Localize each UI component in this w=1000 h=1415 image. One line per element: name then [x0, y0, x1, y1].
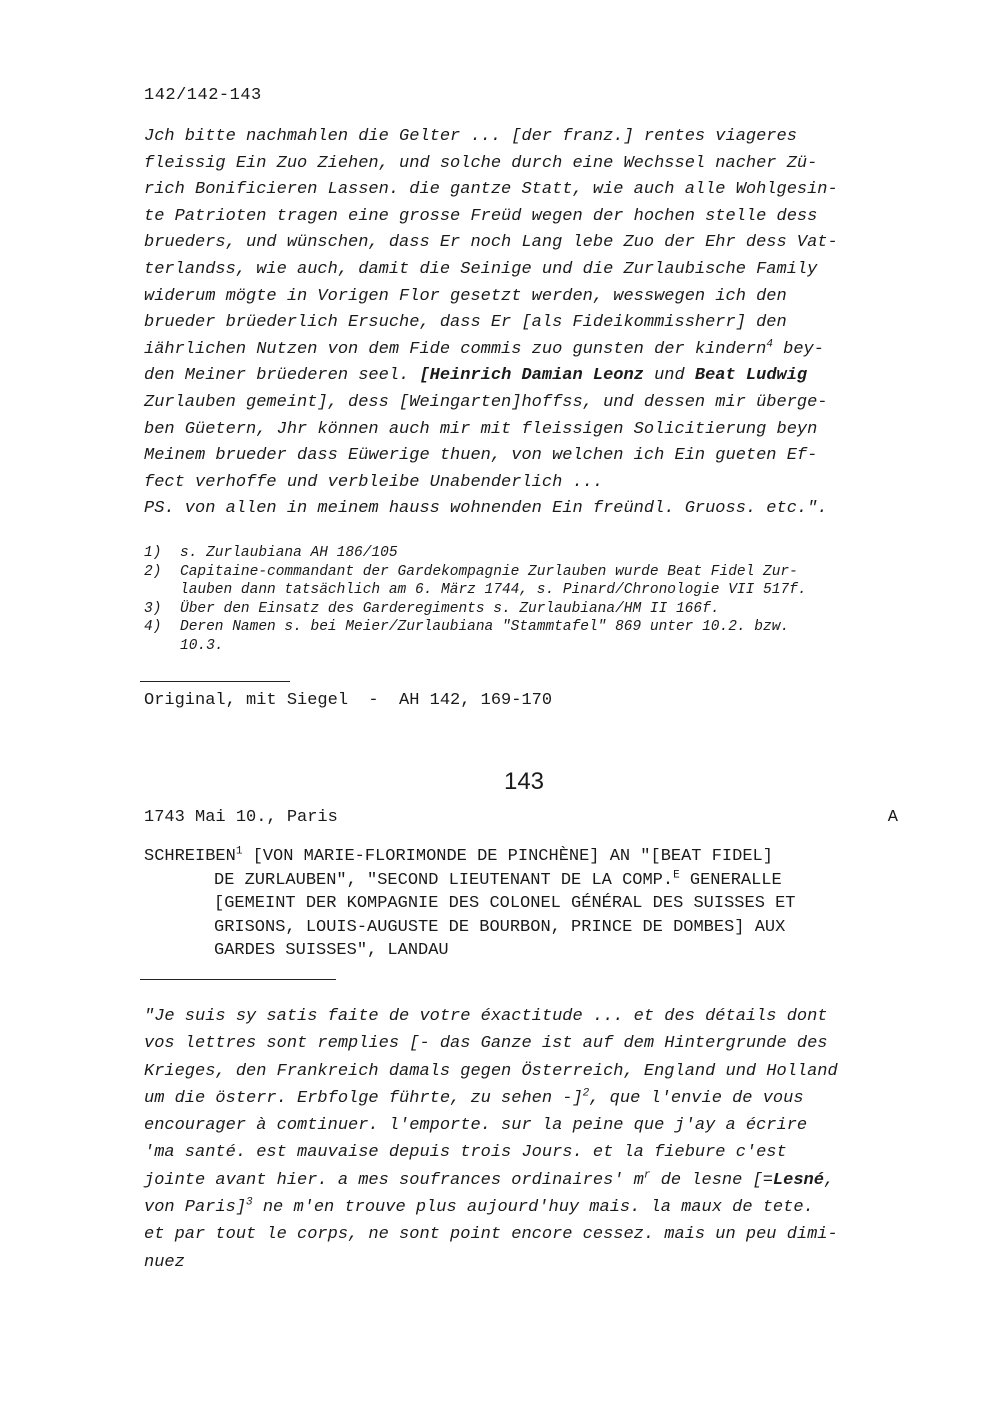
date-place: 1743 Mai 10., Paris — [144, 808, 338, 827]
text-line: PS. von allen in meinem hauss wohnenden Ein freündl. Gruoss. etc.". — [144, 499, 828, 519]
title-line: GRISONS, LOUIS-AUGUSTE DE BOURBON, PRINCE DE DOMBES] AUX — [214, 917, 786, 937]
person-name: [Heinrich Damian Leonz — [419, 366, 644, 386]
text-segment: jointe avant hier. a mes soufrances ordinaires' m — [144, 1170, 644, 1190]
text-line: vos lettres sont remplies [- das Ganze ist auf dem Hintergrunde des — [144, 1034, 828, 1054]
footnote-number: 4) — [144, 619, 162, 636]
text-line: rich Bonificieren Lassen. die gantze Statt, wie auch alle Wohlgesin- — [144, 180, 838, 200]
text-line — [144, 1194, 914, 1221]
category-label: A — [887, 808, 898, 827]
text-segment: [VON MARIE-FLORIMONDE DE PINCHÈNE] AN "[BEAT FIDEL] — [242, 847, 773, 866]
text-segment: iährlichen Nutzen von dem Fide commis zuo gunsten der kindern — [144, 339, 767, 359]
footnote — [144, 618, 914, 637]
footnote-text: Deren Namen s. bei Meier/Zurlaubiana "Stammtafel" 869 unter 10.2. bzw. — [180, 619, 790, 636]
footnote-number: 1) — [144, 545, 162, 561]
footnote — [144, 600, 914, 619]
text-line — [144, 1085, 914, 1112]
document-title — [144, 845, 914, 963]
document-number: 143 — [503, 768, 545, 795]
text-line: brueders, und wünschen, dass Er noch Lang lebe Zuo der Ehr dess Vat- — [144, 233, 838, 253]
text-line: encourager à comtinuer. l'emporte. sur la peine que j'ay a écrire — [144, 1116, 808, 1136]
title-line: GARDES SUISSES", LANDAU — [214, 941, 449, 960]
footnote-ref: 1 — [235, 845, 243, 858]
text-line: "Je suis sy satis faite de votre éxactitude ... et des détails dont — [144, 1007, 828, 1026]
text-line: terlandss, wie auch, damit die Seinige und die Zurlaubische Family — [144, 259, 818, 279]
footnote-ref: 2 — [582, 1087, 590, 1100]
text-line: et par tout le corps, ne sont point encore cessez. mais un peu dimi- — [144, 1225, 838, 1245]
footnote-text: Capitaine-commandant der Gardekompagnie Zurlauben wurde Beat Fidel Zur- — [180, 563, 798, 580]
text-line: Zurlauben gemeint], dess [Weingarten]hoffss, und dessen mir überge- — [144, 392, 828, 412]
text-line: widerum mögte in Vorigen Flor gesetzt werden, wesswegen ich den — [144, 286, 787, 306]
footnote-text: Über den Einsatz des Garderegiments s. Zurlaubiana/HM II 166f. — [180, 600, 720, 617]
text-line: fleissig Ein Zuo Ziehen, und solche durch eine Wechssel nacher Zü- — [144, 153, 818, 173]
text-segment: von Paris] — [144, 1198, 247, 1218]
superscript: r — [643, 1169, 651, 1182]
text-line — [144, 363, 904, 390]
footnote — [144, 544, 914, 563]
text-segment: den Meiner brüederen seel. — [144, 366, 420, 386]
title-line: [GEMEINT DER KOMPAGNIE DES COLONEL GÉNÉRAL DES SUISSES ET — [214, 894, 796, 913]
text-line — [144, 1167, 914, 1194]
text-segment: GENERALLE — [679, 870, 782, 890]
text-line: ben Güetern, Jhr können auch mir mit fleissigen Solicitierung beyn — [144, 419, 818, 439]
text-segment: SCHREIBEN — [144, 847, 236, 866]
footnote-continuation: 10.3. — [180, 637, 224, 654]
letter-142-body — [144, 124, 904, 523]
footnote-number: 2) — [144, 563, 162, 580]
footnote-ref: 4 — [766, 338, 773, 351]
footnote-number: 3) — [144, 600, 162, 617]
page-reference: 142/142-143 — [144, 86, 262, 105]
text-segment: um die österr. Erbfolge führte, zu sehen -] — [144, 1088, 583, 1108]
text-segment: und — [643, 366, 695, 386]
divider — [140, 681, 290, 682]
title-line — [144, 845, 914, 869]
text-line: te Patrioten tragen eine grosse Freüd wegen der hochen stelle dess — [144, 206, 818, 226]
footnote-continuation: lauben dann tatsächlich am 6. März 1744, s. Pinard/Chronologie VII 517f. — [180, 582, 807, 599]
title-line — [144, 869, 914, 893]
text-line — [144, 337, 904, 364]
letter-143-body — [144, 1003, 914, 1276]
text-segment: DE ZURLAUBEN", "SECOND LIEUTENANT DE LA COMP. — [214, 870, 674, 890]
text-segment: ne m'en trouve plus aujourd'huy mais. la maux de tete. — [252, 1198, 814, 1218]
text-line: fect verhoffe und verbleibe Unabenderlich ... — [144, 472, 604, 492]
divider — [140, 979, 336, 980]
text-segment: de lesne [= — [650, 1170, 773, 1190]
person-name: Beat Ludwig — [694, 366, 808, 386]
text-line: brueder brüederlich Ersuche, dass Er [als Fideikommissherr] den — [144, 313, 787, 333]
footnotes — [144, 544, 914, 656]
source-note: Original, mit Siegel - AH 142, 169-170 — [144, 691, 553, 710]
text-segment: , — [823, 1170, 835, 1190]
text-line: Meinem brueder dass Eüwerige thuen, von welchen ich Ein gueten Ef- — [144, 446, 818, 466]
date-line — [144, 808, 898, 827]
person-name: Lesné — [772, 1170, 824, 1190]
text-line: 'ma santé. est mauvaise depuis trois Jours. et la fiebure c'est — [144, 1143, 787, 1163]
text-line: nuez — [144, 1252, 185, 1272]
text-line: Jch bitte nachmahlen die Gelter ... [der franz.] rentes viageres — [144, 127, 797, 146]
footnote-text: s. Zurlaubiana AH 186/105 — [180, 545, 398, 561]
text-segment: , que l'envie de vous — [589, 1088, 804, 1108]
text-line: Krieges, den Frankreich damals gegen Österreich, England und Holland — [144, 1061, 838, 1081]
footnote — [144, 563, 914, 582]
text-segment: bey- — [772, 339, 824, 359]
footnote-ref: 3 — [246, 1196, 253, 1209]
superscript: E — [673, 868, 680, 881]
